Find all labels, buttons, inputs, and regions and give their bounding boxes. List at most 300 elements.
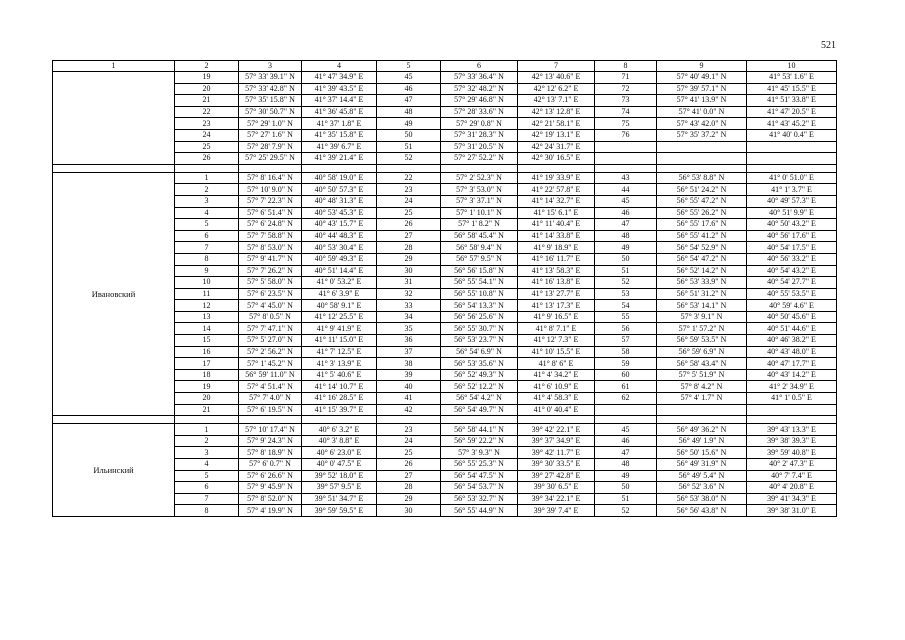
table-cell: 41° 8' 6" E (518, 358, 595, 370)
table-cell: 41° 15' 39.7" E (302, 404, 377, 416)
table-cell: 15 (175, 335, 239, 347)
table-cell: 56° 53' 32.7" N (441, 493, 518, 505)
table-cell: 41° 9' 41.9" E (302, 323, 377, 335)
table-cell: 41° 1' 0.5" E (747, 393, 837, 405)
table-cell: 56° 49' 31.9" N (657, 459, 747, 471)
table-cell: 57° 8' 0.5" N (239, 311, 302, 323)
table-cell: 20 (175, 83, 239, 95)
empty-cell (595, 164, 657, 172)
table-cell: 41° 39' 21.4" E (302, 153, 377, 165)
table-cell: 26 (377, 459, 441, 471)
table-cell: 41° 12' 7.3" E (518, 335, 595, 347)
table-cell: 40° 56' 33.2" E (747, 253, 837, 265)
table-cell: 41° 14' 10.7" E (302, 381, 377, 393)
empty-cell (175, 164, 239, 172)
table-cell: 28 (377, 482, 441, 494)
table-cell: 7 (175, 493, 239, 505)
table-cell: 42° 21' 58.1" E (518, 118, 595, 130)
table-cell: 40° 54' 17.5" E (747, 242, 837, 254)
table-cell: 39° 57' 9.5" E (302, 482, 377, 494)
table-cell: 57° 6' 19.5" N (239, 404, 302, 416)
column-header: 5 (377, 61, 441, 72)
table-cell (747, 153, 837, 165)
table-cell: 56° 55' 47.2" N (657, 195, 747, 207)
table-cell: 56° 56' 25.6" N (441, 311, 518, 323)
table-cell: 42° 12' 6.2" E (518, 83, 595, 95)
table-cell: 57° 31' 28.3" N (441, 129, 518, 141)
table-cell: 56° 49' 5.4" N (657, 470, 747, 482)
table-cell: 41° 39' 43.5" E (302, 83, 377, 95)
table-cell: 43 (595, 172, 657, 184)
table-cell: 12 (175, 300, 239, 312)
table-cell: 41° 10' 15.5" E (518, 346, 595, 358)
table-cell: 42° 13' 40.6" E (518, 72, 595, 84)
table-cell: 19 (175, 72, 239, 84)
table-cell: 21 (175, 404, 239, 416)
table-body (53, 61, 837, 517)
table-cell: 40° 59' 4.6" E (747, 300, 837, 312)
table-cell: 56° 59' 53.5" N (657, 335, 747, 347)
table-cell: 57° 7' 47.1" N (239, 323, 302, 335)
table-cell: 41° 13' 58.3" E (518, 265, 595, 277)
table-cell: 57° 8' 18.9" N (239, 447, 302, 459)
table-cell: 25 (377, 447, 441, 459)
empty-cell (53, 164, 175, 172)
table-cell: 30 (377, 505, 441, 517)
table-cell: 75 (595, 118, 657, 130)
table-cell: 41° 14' 32.7" E (518, 195, 595, 207)
table-cell: 57° 39' 57.1" N (657, 83, 747, 95)
table-cell: 41° 47' 20.5" E (747, 106, 837, 118)
table-cell: 50 (595, 253, 657, 265)
table-cell: 52 (595, 505, 657, 517)
district-name (53, 72, 175, 165)
table-cell: 41° 11' 40.4" E (518, 219, 595, 231)
table-cell: 57° 9' 45.9" N (239, 482, 302, 494)
table-cell: 41° 3' 13.9" E (302, 358, 377, 370)
table-cell: 56° 54' 53.7" N (441, 482, 518, 494)
table-cell: 17 (175, 358, 239, 370)
table-cell: 47 (377, 95, 441, 107)
table-cell: 5 (175, 470, 239, 482)
table-cell: 51 (377, 141, 441, 153)
table-cell: 40° 43' 14.2" E (747, 369, 837, 381)
table-cell: 57° 31' 20.5" N (441, 141, 518, 153)
table-cell: 21 (175, 95, 239, 107)
table-cell: 40° 58' 19.0" E (302, 172, 377, 184)
table-cell: 57° 7' 22.3" N (239, 195, 302, 207)
table-cell: 41° 0' 53.2" E (302, 277, 377, 289)
table-cell: 39° 52' 18.0" E (302, 470, 377, 482)
empty-cell (441, 416, 518, 424)
table-cell: 57° 6' 24.8" N (239, 219, 302, 231)
table-cell: 40° 50' 43.2" E (747, 219, 837, 231)
table-cell: 57° 2' 56.2" N (239, 346, 302, 358)
empty-cell (239, 164, 302, 172)
column-header: 1 (53, 61, 175, 72)
table-cell: 57° 4' 1.7" N (657, 393, 747, 405)
table-cell: 41° 47' 34.9" E (302, 72, 377, 84)
table-cell: 56° 53' 23.7" N (441, 335, 518, 347)
table-cell: 4 (175, 459, 239, 471)
table-cell: 56° 55' 10.8" N (441, 288, 518, 300)
column-header: 6 (441, 61, 518, 72)
table-cell: 54 (595, 300, 657, 312)
empty-cell (747, 416, 837, 424)
table-cell: 47 (595, 447, 657, 459)
table-cell: 73 (595, 95, 657, 107)
table-cell: 49 (377, 118, 441, 130)
table-cell (657, 153, 747, 165)
table-cell: 11 (175, 288, 239, 300)
table-cell: 57° 5' 58.0" N (239, 277, 302, 289)
column-header: 10 (747, 61, 837, 72)
page-number: 521 (821, 40, 836, 51)
table-cell: 57° 9' 24.3" N (239, 435, 302, 447)
table-cell: 7 (175, 242, 239, 254)
table-cell (595, 141, 657, 153)
table-cell: 56° 52' 3.6" N (657, 482, 747, 494)
table-cell: 41° 5' 40.6" E (302, 369, 377, 381)
table-cell: 56° 58' 9.4" N (441, 242, 518, 254)
column-header: 8 (595, 61, 657, 72)
table-cell: 57° 5' 51.9" N (657, 369, 747, 381)
table-cell: 50 (377, 129, 441, 141)
table-cell: 60 (595, 369, 657, 381)
table-cell: 8 (175, 253, 239, 265)
table-cell: 49 (595, 470, 657, 482)
table-cell: 22 (377, 172, 441, 184)
table-cell: 72 (595, 83, 657, 95)
empty-cell (377, 164, 441, 172)
table-cell: 59 (595, 358, 657, 370)
table-cell: 57° 8' 52.0" N (239, 493, 302, 505)
table-cell: 57° 35' 37.2" N (657, 129, 747, 141)
table-cell: 40° 0' 47.5" E (302, 459, 377, 471)
table-cell: 46 (595, 435, 657, 447)
table-cell: 56° 53' 35.6" N (441, 358, 518, 370)
table-cell: 45 (595, 424, 657, 436)
table-cell: 56° 58' 43.4" N (657, 358, 747, 370)
table-cell: 57° 4' 51.4" N (239, 381, 302, 393)
table-cell: 56° 57' 9.5" N (441, 253, 518, 265)
table-cell: 57° 30' 50.7" N (239, 106, 302, 118)
column-header: 4 (302, 61, 377, 72)
column-header: 9 (657, 61, 747, 72)
table-cell: 56° 56' 43.8" N (657, 505, 747, 517)
table-cell: 57° 28' 33.6" N (441, 106, 518, 118)
table-cell: 3 (175, 195, 239, 207)
table-cell: 20 (175, 393, 239, 405)
table-cell: 24 (377, 435, 441, 447)
empty-cell (747, 164, 837, 172)
table-cell: 19 (175, 381, 239, 393)
table-cell: 52 (595, 277, 657, 289)
table-cell: 48 (377, 106, 441, 118)
header-row (53, 61, 837, 72)
table-cell: 57° 29' 0.8" N (441, 118, 518, 130)
table-cell: 40° 50' 45.6" E (747, 311, 837, 323)
table-cell: 3 (175, 447, 239, 459)
table-cell: 46 (377, 83, 441, 95)
table-cell: 23 (175, 118, 239, 130)
table-cell: 57° 3' 37.1" N (441, 195, 518, 207)
table-cell: 41° 14' 33.8" E (518, 230, 595, 242)
table-cell: 41° 1' 3.7" E (747, 184, 837, 196)
table-cell: 6 (175, 482, 239, 494)
table-cell: 13 (175, 311, 239, 323)
column-header: 7 (518, 61, 595, 72)
table-cell: 39° 30' 33.5" E (518, 459, 595, 471)
section-separator (53, 164, 837, 172)
table-cell: 56° 55' 44.9" N (441, 505, 518, 517)
table-cell: 57° 4' 19.9" N (239, 505, 302, 517)
table-cell: 40° 50' 57.3" E (302, 184, 377, 196)
section-separator (53, 416, 837, 424)
table-cell: 56° 54' 6.9" N (441, 346, 518, 358)
table-cell: 56° 59' 11.0" N (239, 369, 302, 381)
table-cell: 40° 6' 3.2" E (302, 424, 377, 436)
table-cell: 41° 16' 28.5" E (302, 393, 377, 405)
table-cell: 30 (377, 265, 441, 277)
coordinates-table (52, 60, 837, 517)
table-cell: 56° 59' 22.2" N (441, 435, 518, 447)
table-cell: 57° 27' 52.2" N (441, 153, 518, 165)
table-cell: 40° 7' 7.4" E (747, 470, 837, 482)
table-cell: 23 (377, 424, 441, 436)
table-cell: 56° 51' 24.2" N (657, 184, 747, 196)
table-cell: 40° 59' 49.3" E (302, 253, 377, 265)
table-cell: 41° 36' 45.8" E (302, 106, 377, 118)
table-cell: 44 (595, 184, 657, 196)
table-cell (657, 404, 747, 416)
table-cell: 57° 29' 46.8" N (441, 95, 518, 107)
table-cell: 57° 1' 45.2" N (239, 358, 302, 370)
table-cell: 1 (175, 424, 239, 436)
table-cell: 41° 9' 16.5" E (518, 311, 595, 323)
table-cell: 57° 6' 23.5" N (239, 288, 302, 300)
table-cell: 24 (377, 195, 441, 207)
table-cell: 57° 8' 53.0" N (239, 242, 302, 254)
table-cell: 57° 2' 52.3" N (441, 172, 518, 184)
table-cell: 56° 49' 36.2" N (657, 424, 747, 436)
table-cell: 57° 6' 51.4" N (239, 207, 302, 219)
table-cell: 40° 48' 31.3" E (302, 195, 377, 207)
table-cell: 58 (595, 346, 657, 358)
column-header: 2 (175, 61, 239, 72)
table-cell: 57° 4' 45.0" N (239, 300, 302, 312)
table-cell: 56° 54' 47.5" N (441, 470, 518, 482)
table-cell: 74 (595, 106, 657, 118)
table-cell: 41° 35' 15.8" E (302, 129, 377, 141)
table-cell: 2 (175, 184, 239, 196)
table-cell (595, 404, 657, 416)
table-cell: 42° 19' 13.1" E (518, 129, 595, 141)
table-cell: 4 (175, 207, 239, 219)
table-cell: 6 (175, 230, 239, 242)
table-cell: 56° 55' 17.6" N (657, 219, 747, 231)
table-cell: 71 (595, 72, 657, 84)
table-cell: 14 (175, 323, 239, 335)
table-cell: 41° 51' 33.8" E (747, 95, 837, 107)
table-cell: 40° 54' 43.2" E (747, 265, 837, 277)
table-cell: 40° 49' 57.3" E (747, 195, 837, 207)
table-cell: 40° 44' 48.3" E (302, 230, 377, 242)
table-cell: 41° 0' 40.4" E (518, 404, 595, 416)
table-cell: 56° 54' 49.7" N (441, 404, 518, 416)
table-cell: 41° 40' 0.4" E (747, 129, 837, 141)
table-cell: 29 (377, 253, 441, 265)
table-cell (747, 404, 837, 416)
table-cell: 57° 41' 0.0" N (657, 106, 747, 118)
table-cell: 41° 8' 7.1" E (518, 323, 595, 335)
table-cell: 41° 2' 34.9" E (747, 381, 837, 393)
table-cell: 41° 13' 17.3" E (518, 300, 595, 312)
table-cell: 56° 50' 15.6" N (657, 447, 747, 459)
table-cell: 25 (175, 141, 239, 153)
column-header: 3 (239, 61, 302, 72)
table-cell: 57° 40' 49.1" N (657, 72, 747, 84)
table-cell: 40° 47' 17.7" E (747, 358, 837, 370)
table-cell: 10 (175, 277, 239, 289)
table-row (53, 72, 837, 84)
table-cell: 56° 49' 1.9" N (657, 435, 747, 447)
table-cell: 56° 55' 25.3" N (441, 459, 518, 471)
table-cell: 41° 53' 1.6" E (747, 72, 837, 84)
table-cell: 57 (595, 335, 657, 347)
table-cell: 9 (175, 265, 239, 277)
empty-cell (302, 416, 377, 424)
table-cell: 56 (595, 323, 657, 335)
table-cell: 41° 13' 27.7" E (518, 288, 595, 300)
table-cell: 57° 10' 17.4" N (239, 424, 302, 436)
table-cell: 57° 8' 4.2" N (657, 381, 747, 393)
table-cell: 57° 3' 53.0" N (441, 184, 518, 196)
table-cell: 39° 43' 13.3" E (747, 424, 837, 436)
empty-cell (657, 416, 747, 424)
table-cell: 16 (175, 346, 239, 358)
table-cell: 53 (595, 288, 657, 300)
table-cell: 39° 30' 6.5" E (518, 482, 595, 494)
table-row (53, 172, 837, 184)
table-cell: 39° 39' 7.4" E (518, 505, 595, 517)
table-cell: 42° 13' 7.1" E (518, 95, 595, 107)
table-cell: 56° 58' 45.4" N (441, 230, 518, 242)
table-cell: 42° 13' 12.8" E (518, 106, 595, 118)
table-cell: 41° 45' 15.5" E (747, 83, 837, 95)
table-cell: 57° 8' 16.4" N (239, 172, 302, 184)
table-cell: 25 (377, 207, 441, 219)
table-cell: 57° 32' 48.2" N (441, 83, 518, 95)
table-cell: 40° 3' 8.8" E (302, 435, 377, 447)
table-cell: 48 (595, 230, 657, 242)
table-cell: 39° 51' 34.7" E (302, 493, 377, 505)
table-cell: 41° 37' 1.8" E (302, 118, 377, 130)
table-cell: 51 (595, 265, 657, 277)
table-cell: 40° 4' 20.8" E (747, 482, 837, 494)
table-cell: 1 (175, 172, 239, 184)
table-cell: 57° 6' 26.6" N (239, 470, 302, 482)
table-cell: 39 (377, 369, 441, 381)
table-row (53, 424, 837, 436)
table-cell: 40° 46' 38.2" E (747, 335, 837, 347)
table-cell: 39° 34' 22.1" E (518, 493, 595, 505)
table-cell: 41° 11' 15.0" E (302, 335, 377, 347)
table-cell: 29 (377, 493, 441, 505)
table-cell: 41° 4' 34.2" E (518, 369, 595, 381)
table-cell: 39° 42' 11.7" E (518, 447, 595, 459)
table-cell: 56° 55' 54.1" N (441, 277, 518, 289)
table-cell: 31 (377, 277, 441, 289)
table-cell: 41° 4' 58.3" E (518, 393, 595, 405)
table-cell: 57° 33' 42.8" N (239, 83, 302, 95)
empty-cell (239, 416, 302, 424)
table-cell: 56° 55' 41.2" N (657, 230, 747, 242)
table-cell: 22 (175, 106, 239, 118)
table-cell: 42° 30' 16.5" E (518, 153, 595, 165)
district-name: Ильинский (53, 424, 175, 517)
table-cell: 41° 0' 51.0" E (747, 172, 837, 184)
table-cell: 39° 59' 59.5" E (302, 505, 377, 517)
table-cell: 61 (595, 381, 657, 393)
table-cell: 57° 9' 41.7" N (239, 253, 302, 265)
table-cell: 40° 43' 15.7" E (302, 219, 377, 231)
table-cell: 56° 52' 12.2" N (441, 381, 518, 393)
table-cell: 57° 10' 9.0" N (239, 184, 302, 196)
table-cell: 45 (595, 195, 657, 207)
table-cell: 57° 1' 57.2" N (657, 323, 747, 335)
table-cell: 35 (377, 323, 441, 335)
table-cell: 57° 1' 10.1" N (441, 207, 518, 219)
table-cell: 56° 52' 14.2" N (657, 265, 747, 277)
table-cell: 41° 15' 6.1" E (518, 207, 595, 219)
table-cell: 41 (377, 393, 441, 405)
table-cell: 47 (595, 219, 657, 231)
empty-cell (518, 164, 595, 172)
table-cell: 57° 5' 27.0" N (239, 335, 302, 347)
table-cell: 42° 24' 31.7" E (518, 141, 595, 153)
table-cell: 24 (175, 129, 239, 141)
table-cell: 28 (377, 242, 441, 254)
empty-cell (518, 416, 595, 424)
table-cell: 41° 12' 25.5" E (302, 311, 377, 323)
table-cell: 56° 52' 49.3" N (441, 369, 518, 381)
table-cell: 57° 43' 42.0" N (657, 118, 747, 130)
table-cell: 56° 53' 33.9" N (657, 277, 747, 289)
empty-cell (595, 416, 657, 424)
table-cell: 55 (595, 311, 657, 323)
table-cell: 40° 51' 44.6" E (747, 323, 837, 335)
table-cell: 40° 2' 47.3" E (747, 459, 837, 471)
table-cell: 40° 56' 17.6" E (747, 230, 837, 242)
table-cell: 40 (377, 381, 441, 393)
table-cell: 39° 38' 39.3" E (747, 435, 837, 447)
table-cell (657, 141, 747, 153)
table-cell: 57° 27' 1.6" N (239, 129, 302, 141)
table-cell: 57° 3' 9.1" N (657, 311, 747, 323)
table-cell: 41° 19' 33.9" E (518, 172, 595, 184)
table-cell: 56° 54' 47.2" N (657, 253, 747, 265)
table-cell: 23 (377, 184, 441, 196)
table-cell: 62 (595, 393, 657, 405)
table-cell: 46 (595, 207, 657, 219)
table-cell: 41° 16' 13.8" E (518, 277, 595, 289)
table-cell: 57° 7' 4.0" N (239, 393, 302, 405)
table-cell: 57° 35' 15.8" N (239, 95, 302, 107)
empty-cell (377, 416, 441, 424)
table-cell: 39° 41' 34.3" E (747, 493, 837, 505)
district-name: Ивановский (53, 172, 175, 415)
